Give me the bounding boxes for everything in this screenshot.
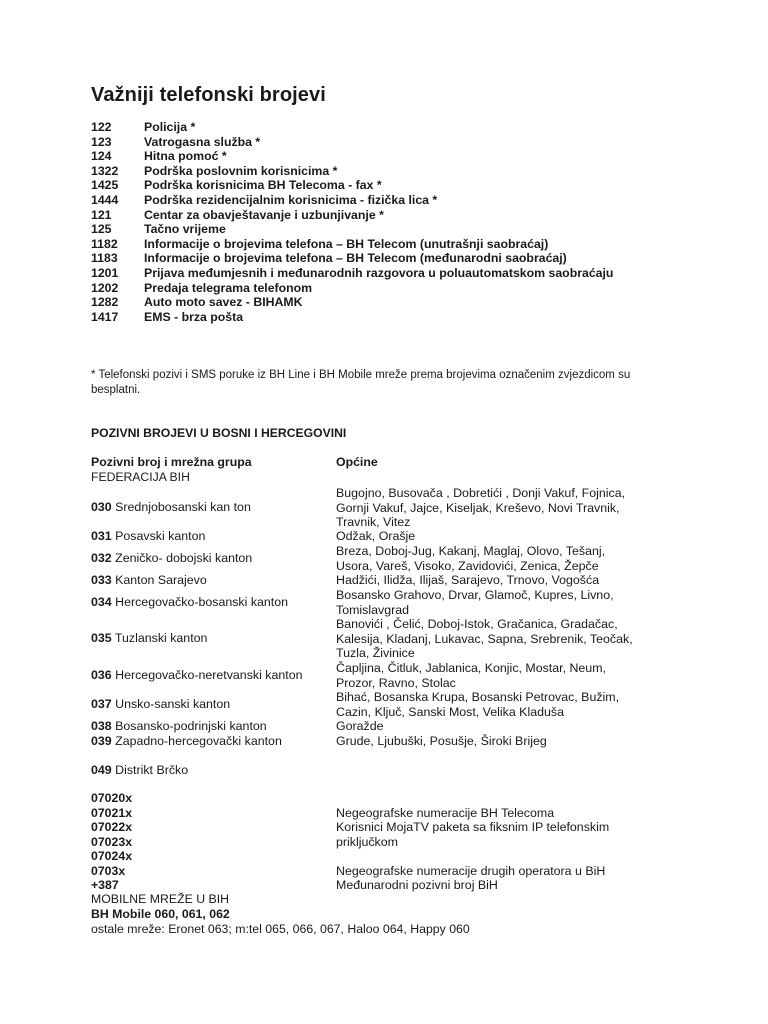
number-description: Centar za obavještavanje i uzbunjivanje * xyxy=(144,207,384,222)
number-description: Policija * xyxy=(144,120,196,134)
number-code: 122 xyxy=(91,120,112,134)
number-description: Informacije o brojevima telefona – BH Telecom (unutrašnji saobraćaj) xyxy=(144,236,549,251)
area-code: 031 xyxy=(91,529,112,543)
region-name: Bosansko-podrinjski kanton xyxy=(115,719,267,733)
area-code: 037 xyxy=(91,697,112,711)
table-row xyxy=(91,668,331,682)
number-description: Informacije o brojevima telefona – BH Telecom (međunarodni saobraćaj) xyxy=(144,251,567,266)
special-code-note: Negeografske numeracije drugih operatora u BiH xyxy=(336,864,606,878)
list-item xyxy=(91,295,651,310)
area-code: 035 xyxy=(91,631,112,645)
municipalities-cell: Bihać, Bosanska Krupa, Bosanski Petrovac, Bužim, Cazin, Ključ, Sanski Most, Velika Kladuša xyxy=(336,690,620,719)
special-code: 07020x xyxy=(91,791,133,805)
number-code: 121 xyxy=(91,207,112,222)
area-code: 034 xyxy=(91,595,112,609)
list-item xyxy=(91,266,651,281)
number-code: 123 xyxy=(91,134,112,149)
federation-label: FEDERACIJA BIH xyxy=(91,470,190,484)
table-row xyxy=(91,631,331,645)
table-row xyxy=(91,573,331,587)
list-item xyxy=(91,120,651,135)
list-item xyxy=(91,208,651,223)
number-code: 125 xyxy=(91,222,112,237)
municipalities-cell: Breza, Doboj-Jug, Kakanj, Maglaj, Olovo, Tešanj, Usora, Vareš, Visoko, Zavidovići, Zenica, Žepče xyxy=(336,544,606,573)
region-name: Hercegovačko-bosanski kanton xyxy=(115,595,289,609)
special-code: 07021x xyxy=(91,805,133,820)
region-name: Posavski kanton xyxy=(115,529,206,543)
special-code-note: Međunarodni pozivni broj BiH xyxy=(336,878,498,892)
number-code: 1202 xyxy=(91,280,119,295)
table-row xyxy=(91,595,331,609)
list-item xyxy=(91,251,651,266)
number-description: Podrška poslovnim korisnicima * xyxy=(144,163,338,178)
region-name: Hercegovačko-neretvanski kanton xyxy=(115,668,303,682)
table-row xyxy=(91,763,331,777)
list-item xyxy=(91,281,651,296)
special-code: +387 xyxy=(91,878,119,892)
number-code: 1444 xyxy=(91,192,119,207)
region-name: Unsko-sanski kanton xyxy=(115,697,231,711)
area-code: 030 xyxy=(91,500,112,514)
other-networks-codes: ostale mreže: Eronet 063; m:tel 065, 066, 067, Haloo 064, Happy 060 xyxy=(91,922,470,936)
municipalities-cell: Goražde xyxy=(336,719,384,733)
number-description: Podrška korisnicima BH Telecoma - fax * xyxy=(144,178,382,193)
number-description: Predaja telegrama telefonom xyxy=(144,280,313,295)
list-item xyxy=(91,135,651,150)
special-code: 0703x xyxy=(91,863,126,878)
special-code: 07022x xyxy=(91,820,133,834)
municipalities-cell: Hadžići, Ilidža, Ilijaš, Sarajevo, Trnovo, Vogošća xyxy=(336,573,600,587)
table-row xyxy=(91,551,331,565)
list-item xyxy=(91,149,651,164)
list-item xyxy=(91,222,651,237)
number-description: Vatrogasna služba * xyxy=(144,134,261,149)
region-name: Distrikt Brčko xyxy=(115,763,189,777)
region-name: Tuzlanski kanton xyxy=(114,631,208,645)
table-row xyxy=(91,529,331,543)
table-row xyxy=(91,500,331,514)
number-description: Podrška rezidencijalnim korisnicima - fizička lica * xyxy=(144,192,438,207)
special-code: 07023x xyxy=(91,834,133,849)
list-item xyxy=(91,310,651,325)
mobile-networks-title: MOBILNE MREŽE U BIH xyxy=(91,892,230,906)
area-code: 039 xyxy=(91,734,112,748)
bh-mobile-codes: BH Mobile 060, 061, 062 xyxy=(91,907,230,921)
area-code: 033 xyxy=(91,573,112,587)
number-code: 1182 xyxy=(91,236,118,251)
municipalities-cell: Odžak, Orašje xyxy=(336,529,416,543)
municipalities-cell: Banovići , Čelić, Doboj-Istok, Gračanica, Gradačac, Kalesija, Kladanj, Lukavac, Sapna, Srebrenik, Teočak, Tuzla, Živinice xyxy=(336,617,633,660)
number-code: 1183 xyxy=(91,251,118,266)
area-code: 049 xyxy=(91,763,112,777)
list-item xyxy=(91,178,651,193)
list-item xyxy=(91,237,651,252)
number-description: EMS - brza pošta xyxy=(144,309,244,324)
list-item xyxy=(91,164,651,179)
number-code: 1425 xyxy=(91,178,119,193)
table-row xyxy=(91,734,331,748)
area-code: 038 xyxy=(91,719,112,733)
municipalities-cell: Bugojno, Busovača , Dobretići , Donji Vakuf, Fojnica, Gornji Vakuf, Jajce, Kiseljak, Kreševo, Novi Travnik, Travnik, Vitez xyxy=(336,486,626,529)
area-code: 036 xyxy=(91,668,112,682)
area-code: 032 xyxy=(91,551,112,565)
special-code: 07024x xyxy=(91,849,133,863)
municipalities-cell: Čapljina, Čitluk, Jablanica, Konjic, Mostar, Neum, Prozor, Ravno, Stolac xyxy=(336,661,606,690)
footnote: * Telefonski pozivi i SMS poruke iz BH Line i BH Mobile mreže prema brojevima označenim zvjezdicom su besplatni. xyxy=(91,369,631,396)
table-row xyxy=(91,719,331,733)
list-item xyxy=(91,193,651,208)
important-numbers-list xyxy=(91,120,651,324)
section-title: POZIVNI BROJEVI U BOSNI I HERCEGOVINI xyxy=(91,426,347,440)
number-description: Auto moto savez - BIHAMK xyxy=(144,295,303,310)
table-row xyxy=(91,697,331,711)
number-code: 1282 xyxy=(91,295,119,310)
special-codes-list xyxy=(91,791,132,893)
region-name: Zeničko- dobojski kanton xyxy=(115,551,253,565)
region-name: Kanton Sarajevo xyxy=(115,573,207,587)
region-name: Srednjobosanski kan ton xyxy=(115,500,251,514)
number-code: 1417 xyxy=(91,309,119,324)
number-code: 1322 xyxy=(91,163,119,178)
page-title: Važniji telefonski brojevi xyxy=(91,84,326,106)
municipalities-cell: Grude, Ljubuški, Posušje, Široki Brijeg xyxy=(336,734,547,748)
region-name: Zapadno-hercegovački kanton xyxy=(115,734,282,748)
municipalities-cell: Bosansko Grahovo, Drvar, Glamoč, Kupres, Livno, Tomislavgrad xyxy=(336,588,614,617)
special-code-note: Negeografske numeracije BH Telecoma xyxy=(336,806,555,820)
number-description: Tačno vrijeme xyxy=(144,222,226,237)
special-code-note: Korisnici MojaTV paketa sa fiksnim IP telefonskim priključkom xyxy=(336,820,610,849)
number-description: Hitna pomoć * xyxy=(144,149,227,164)
number-description: Prijava međumjesnih i međunarodnih razgovora u poluautomatskom saobraćaju xyxy=(144,265,614,280)
column-header-area-code: Pozivni broj i mrežna grupa xyxy=(91,455,252,469)
number-code: 1201 xyxy=(91,265,119,280)
number-code: 124 xyxy=(91,149,112,164)
column-header-municipalities: Općine xyxy=(336,455,378,469)
